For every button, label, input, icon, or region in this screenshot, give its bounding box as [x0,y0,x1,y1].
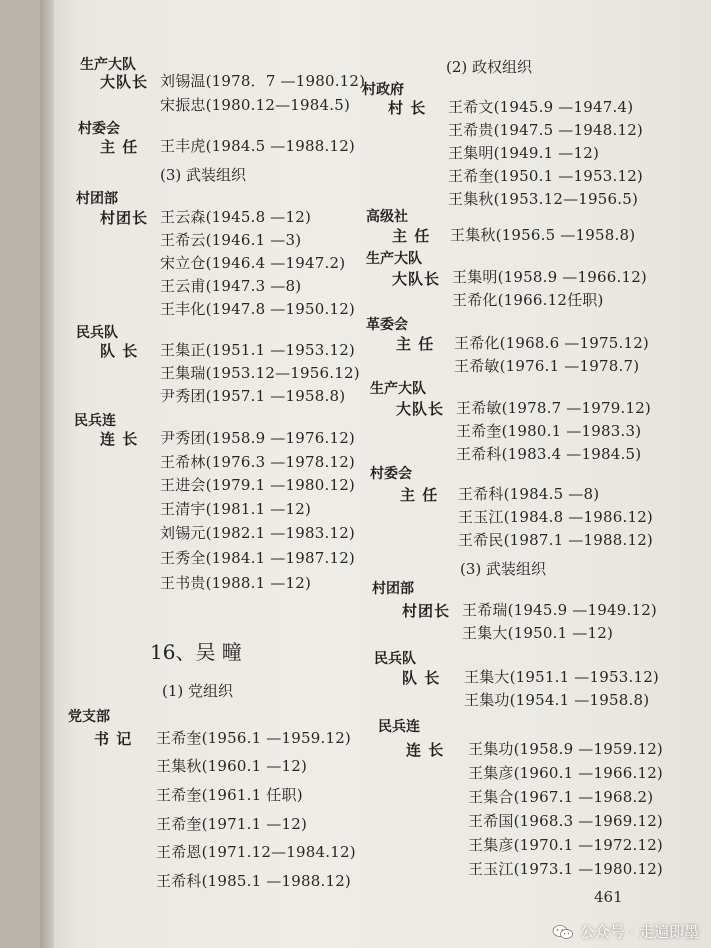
section-title: 民兵连 [74,413,116,429]
name-entry: 王集彦(1960.1 —1966.12) [468,764,663,782]
name-entry: 王集大(1951.1 —1953.12) [464,668,659,686]
name-entry: 王集秋(1953.12—1956.5) [448,190,639,208]
section-title: 党支部 [68,709,110,725]
name-entry: 王集明(1958.9 —1966.12) [452,268,647,286]
name-entry: 王集瑞(1953.12—1956.12) [160,364,360,382]
role-label: 队 长 [402,669,441,687]
watermark-text: 公众号 · 走遍即墨 [579,923,699,941]
role-label: 大队长 [100,73,149,91]
name-entry: 宋立仓(1946.4 —1947.2) [160,254,346,272]
name-entry: 王集功(1958.9 —1959.12) [468,740,663,758]
name-entry: 王集功(1954.1 —1958.8) [464,691,650,709]
section-title: 村委会 [78,121,120,137]
subsection-heading: (3) 武装组织 [460,560,547,578]
watermark [552,921,699,942]
section-title: 民兵连 [378,719,420,735]
name-entry: 王希奎(1980.1 —1983.3) [456,422,642,440]
section-title: 高级社 [366,209,408,225]
village-heading: 16、吴 疃 [150,640,242,664]
name-entry: 王希贵(1947.5 —1948.12) [448,121,643,139]
name-entry: 王集大(1950.1 —12) [462,624,614,642]
name-entry: 王希文(1945.9 —1947.4) [448,98,634,116]
name-entry: 王希科(1985.1 —1988.12) [156,872,351,890]
name-entry: 王希化(1968.6 —1975.12) [454,334,649,352]
name-entry: 王希瑞(1945.9 —1949.12) [462,601,657,619]
name-entry: 王希云(1946.1 —3) [160,231,302,249]
section-title: 村团部 [76,191,118,207]
role-label: 主 任 [400,486,439,504]
role-label: 队 长 [100,342,139,360]
subsection-heading: (2) 政权组织 [446,58,533,76]
name-entry: 王集秋(1960.1 —12) [156,757,308,775]
name-entry: 王希奎(1950.1 —1953.12) [448,167,643,185]
role-label: 书 记 [94,730,133,748]
name-entry: 刘锡温(1978．7 —1980.12) [160,72,366,90]
section-title: 革委会 [366,317,408,333]
book-binding [40,0,54,948]
name-entry: 王玉江(1973.1 —1980.12) [468,860,663,878]
name-entry: 宋振忠(1980.12—1984.5) [160,96,351,114]
name-entry: 王集正(1951.1 —1953.12) [160,341,355,359]
role-label: 主 任 [396,335,435,353]
role-label: 大队长 [396,400,445,418]
section-title: 村团部 [372,581,414,597]
role-label: 村 长 [388,99,427,117]
section-title: 民兵队 [76,325,118,341]
name-entry: 王希林(1976.3 —1978.12) [160,453,355,471]
name-entry: 刘锡元(1982.1 —1983.12) [160,524,355,542]
section-title: 生产大队 [366,251,422,267]
name-entry: 王希科(1984.5 —8) [458,485,600,503]
name-entry: 王希国(1968.3 —1969.12) [468,812,663,830]
subsection-heading: (3) 武装组织 [160,166,247,184]
name-entry: 王希化(1966.12任职) [452,291,604,309]
name-entry: 王希民(1987.1 —1988.12) [458,531,653,549]
subsection-heading: (1) 党组织 [162,682,234,700]
name-entry: 王清宇(1981.1 —12) [160,500,312,518]
name-entry: 尹秀团(1957.1 —1958.8) [160,387,346,405]
name-entry: 王集合(1967.1 —1968.2) [468,788,654,806]
name-entry: 尹秀团(1958.9 —1976.12) [160,429,355,447]
name-entry: 王集彦(1970.1 —1972.12) [468,836,663,854]
role-label: 连 长 [406,741,445,759]
name-entry: 王希奎(1956.1 —1959.12) [156,729,351,747]
section-title: 村政府 [362,82,404,98]
page-number: 461 [594,888,623,906]
role-label: 村团长 [100,209,149,227]
name-entry: 王书贵(1988.1 —12) [160,574,312,592]
name-entry: 王集明(1949.1 —12) [448,144,600,162]
section-title: 民兵队 [374,651,416,667]
role-label: 连 长 [100,430,139,448]
name-entry: 王希敏(1976.1 —1978.7) [454,357,640,375]
name-entry: 王丰化(1947.8 —1950.12) [160,300,355,318]
wechat-icon [552,924,574,940]
name-entry: 王秀全(1984.1 —1987.12) [160,549,355,567]
name-entry: 王云森(1945.8 —12) [160,208,312,226]
name-entry: 王丰虎(1984.5 —1988.12) [160,137,355,155]
name-entry: 王云甫(1947.3 —8) [160,277,302,295]
name-entry: 王玉江(1984.8 —1986.12) [458,508,653,526]
role-label: 主 任 [100,138,139,156]
section-title: 生产大队 [370,381,426,397]
role-label: 村团长 [402,602,451,620]
role-label: 主 任 [392,227,431,245]
name-entry: 王进会(1979.1 —1980.12) [160,476,355,494]
name-entry: 王希恩(1971.12—1984.12) [156,843,356,861]
name-entry: 王希奎(1961.1 任职) [156,786,303,804]
section-title: 村委会 [370,466,412,482]
role-label: 大队长 [392,270,441,288]
name-entry: 王希奎(1971.1 —12) [156,815,308,833]
name-entry: 王集秋(1956.5 —1958.8) [450,226,636,244]
name-entry: 王希敏(1978.7 —1979.12) [456,399,651,417]
name-entry: 王希科(1983.4 —1984.5) [456,445,642,463]
section-title: 生产大队 [80,57,136,73]
